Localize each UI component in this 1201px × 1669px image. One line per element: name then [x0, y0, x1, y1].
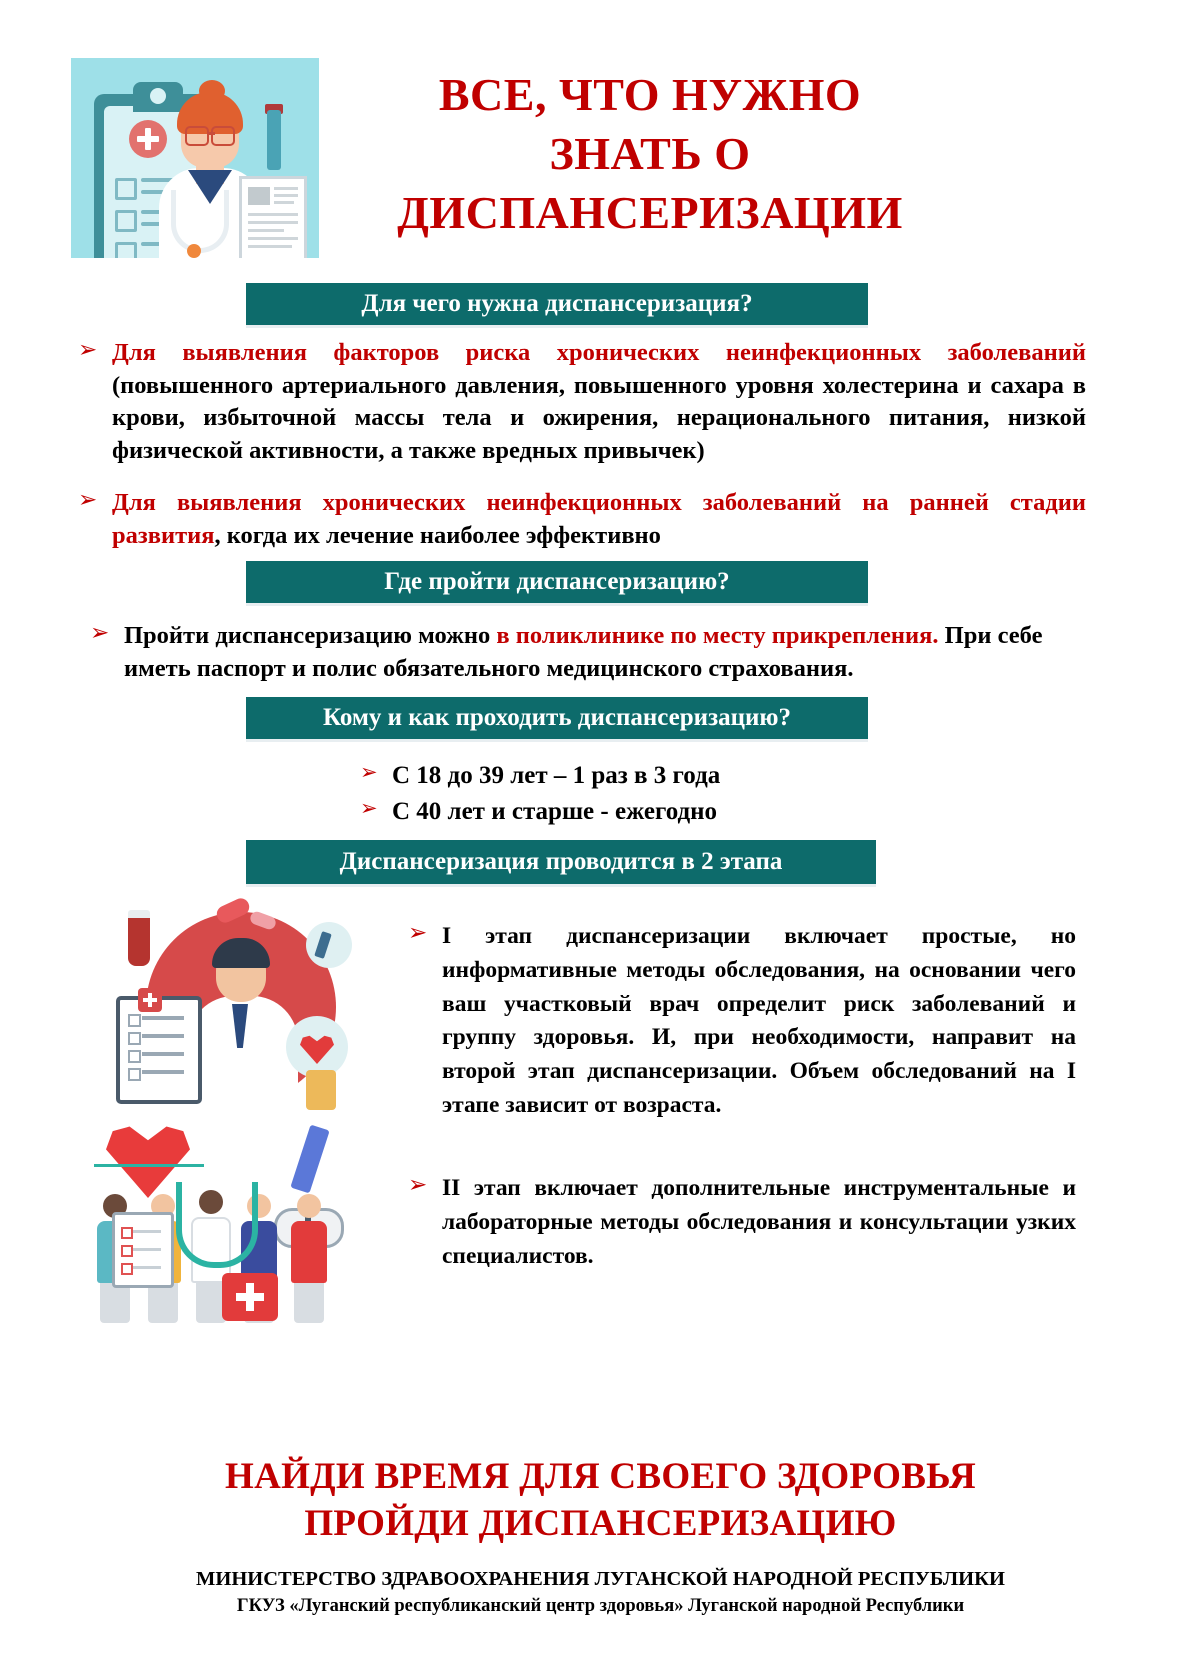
ekg-line-icon [94, 1164, 204, 1167]
age-frequency-list [360, 758, 860, 829]
checkbox-icon [115, 242, 137, 258]
heart-pulse-icon [286, 1016, 348, 1078]
stage-one-paragraph: I этап диспансеризации включает простые, но информативные методы обследования, на основании чего ваш участковый врач определит риск заболеваний и группу здоровья. И, при необходимости, направит на второй этап диспансеризации. Объем обследований на I этапе зависит от возраста. [442, 923, 1076, 1119]
stethoscope-icon [171, 190, 229, 253]
bullet-2-text: , когда их лечение наиболее эффективно [214, 521, 661, 549]
medical-cross-icon [129, 120, 167, 158]
section-why-bullet-2 [78, 487, 1086, 552]
section-why-bullet-1 [78, 337, 1086, 467]
bullet-1-text: (повышенного артериального давления, повышенного уровня холестерина и сахара в крови, избыточной массы тела и ожирения, нерационального питания, низкой физической активности, а также вредных привычек) [112, 371, 1086, 464]
stethoscope-icon [176, 1182, 258, 1268]
medicine-bottle-icon [306, 1070, 336, 1110]
test-tube-icon [267, 110, 281, 170]
footer-center-name: ГКУЗ «Луганский республиканский центр здоровья» Луганской народной Республики [236, 1595, 965, 1616]
stage-one-illustration [110, 900, 380, 1115]
section-banner-where: Где пройти диспансеризацию? [246, 561, 868, 603]
blood-vial-icon [128, 910, 150, 966]
page-title-line-1: ВСЕ, ЧТО НУЖНО [438, 69, 862, 120]
stage-two-text [408, 1172, 1076, 1273]
cta-line-2: ПРОЙДИ ДИСПАНСЕРИЗАЦИЮ [304, 1502, 897, 1544]
medical-cross-icon [138, 988, 162, 1012]
arrow-bullet-icon: ➢ [90, 620, 110, 646]
cta-line-1: НАЙДИ ВРЕМЯ ДЛЯ СВОЕГО ЗДОРОВЬЯ [225, 1456, 976, 1497]
section-banner-why: Для чего нужна диспансеризация? [246, 283, 868, 325]
page-title-line-2: ЗНАТЬ О [549, 127, 751, 179]
age-item-text: С 40 лет и старше - ежегодно [392, 797, 718, 825]
checklist-clipboard-icon [116, 996, 202, 1104]
stage-two-paragraph: II этап включает дополнительные инструментальные и лабораторные методы обследования и консультации узких специалистов. [442, 1175, 1076, 1269]
arrow-bullet-icon: ➢ [78, 337, 98, 363]
doctor-with-clipboard-illustration [71, 58, 319, 258]
poster-footer [0, 1565, 1201, 1620]
page-title-line-3: ДИСПАНСЕРИЗАЦИИ [397, 186, 903, 238]
eyeglasses-icon [183, 126, 237, 142]
where-text-lead: Пройти диспансеризацию можно [124, 622, 497, 649]
checklist-clipboard-icon [112, 1212, 174, 1288]
stethoscope-chestpiece [187, 244, 201, 258]
age-item-text: С 18 до 39 лет – 1 раз в 3 года [392, 762, 721, 789]
section-banner-who: Кому и как проходить диспансеризацию? [246, 697, 868, 739]
medical-record-icon [239, 176, 307, 258]
checkbox-icon [115, 178, 137, 200]
arrow-bullet-icon: ➢ [78, 487, 98, 513]
arrow-bullet-icon: ➢ [408, 920, 428, 946]
checkbox-icon [115, 210, 137, 232]
age-list-item [360, 758, 860, 794]
arrow-bullet-icon: ➢ [360, 760, 378, 784]
page-title [330, 66, 970, 243]
bullet-2-highlight: Для выявления хронических неинфекционных заболеваний на ранней стадии развития [112, 489, 1086, 549]
stage-two-illustration [88, 1120, 388, 1335]
person-figure [288, 1194, 330, 1323]
age-list-item [360, 794, 860, 830]
arrow-bullet-icon: ➢ [360, 795, 378, 820]
bullet-1-highlight: Для выявления факторов риска хронических неинфекционных заболеваний [112, 339, 1086, 366]
section-where-bullet-1 [90, 620, 1086, 685]
where-text-rest: При себе иметь паспорт и полис обязательного медицинского страхования. [124, 622, 1043, 682]
arrow-bullet-icon: ➢ [408, 1172, 428, 1198]
clipboard-clip-icon [133, 82, 183, 112]
footer-ministry-name: МИНИСТЕРСТВО ЗДРАВООХРАНЕНИЯ ЛУГАНСКОЙ НАРОДНОЙ РЕСПУБЛИКИ [196, 1568, 1005, 1590]
stage-one-text [408, 920, 1076, 1123]
call-to-action [0, 1454, 1201, 1547]
section-banner-stages: Диспансеризация проводится в 2 этапа [246, 840, 876, 884]
microscope-icon [306, 922, 352, 968]
first-aid-kit-icon [222, 1273, 278, 1321]
syringe-icon [290, 1125, 329, 1194]
poster-header [0, 0, 1201, 268]
where-text-highlight: в поликлинике по месту прикрепления. [496, 622, 939, 649]
doctor-hair-bun [199, 80, 225, 102]
